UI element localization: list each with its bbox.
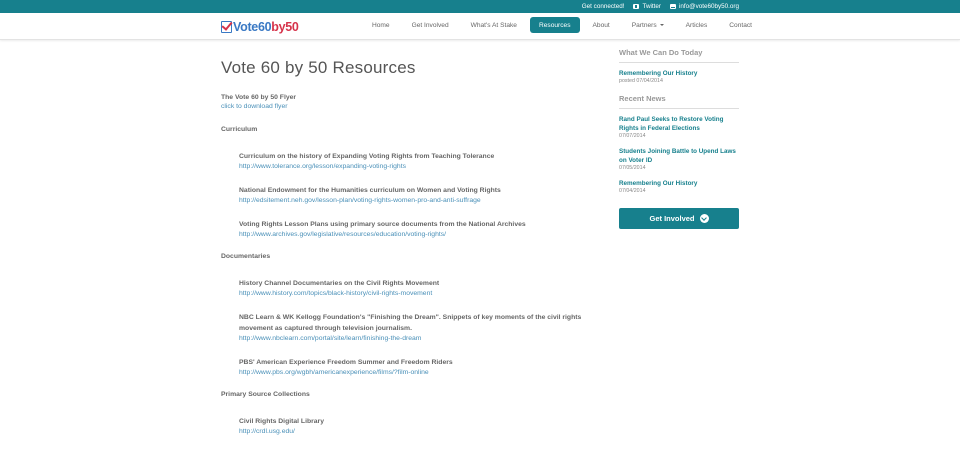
twitter-link[interactable] bbox=[633, 3, 661, 10]
nav-item-home[interactable]: Home bbox=[372, 21, 390, 29]
resource-group-curriculum bbox=[221, 126, 601, 238]
resource-link[interactable]: http://www.nbclearn.com/portal/site/learn/finishing-the-dream bbox=[239, 335, 422, 342]
resource-title: Curriculum on the history of Expanding Voting Rights from Teaching Tolerance bbox=[239, 153, 495, 160]
page-title: Vote 60 by 50 Resources bbox=[221, 58, 416, 77]
email-label: info@vote60by50.org bbox=[679, 3, 739, 10]
main-navbar bbox=[0, 13, 960, 40]
resource-title: NBC Learn & WK Kellogg Foundation's "Finishing the Dream". Snippets of key moments of the civil rights movement as captured through television journalism. bbox=[239, 314, 582, 332]
resource-entry bbox=[239, 219, 601, 238]
sidebar-post-date: 07/07/2014 bbox=[619, 133, 646, 139]
chevron-down-circle-icon bbox=[700, 214, 709, 223]
get-involved-button[interactable] bbox=[619, 208, 739, 229]
sidebar-section-what-we-can-do bbox=[619, 48, 739, 84]
nav-item-partners-label: Partners bbox=[631, 21, 657, 29]
nav-item-resources[interactable]: Resources bbox=[530, 17, 580, 33]
sidebar-post bbox=[619, 69, 739, 84]
sidebar-post-link[interactable]: Students Joining Battle to Upend Laws on Voter ID bbox=[619, 148, 736, 164]
nav-item-contact[interactable]: Contact bbox=[729, 21, 753, 29]
resource-entry bbox=[239, 151, 601, 170]
caret-down-icon bbox=[660, 24, 664, 26]
nav-item-articles[interactable]: Articles bbox=[685, 21, 708, 29]
sidebar bbox=[619, 48, 739, 229]
nav-item-get-involved[interactable]: Get Involved bbox=[411, 21, 449, 29]
resource-title: Civil Rights Digital Library bbox=[239, 418, 324, 425]
resource-link[interactable]: http://edsitement.neh.gov/lesson-plan/voting-rights-women-pro-and-anti-suffrage bbox=[239, 197, 481, 204]
sidebar-post bbox=[619, 115, 739, 139]
sidebar-post-date: 07/05/2014 bbox=[619, 165, 646, 171]
group-heading: Documentaries bbox=[221, 253, 271, 260]
top-bar bbox=[0, 0, 960, 13]
sidebar-post-link[interactable]: Remembering Our History bbox=[619, 70, 698, 77]
resource-title: PBS' American Experience Freedom Summer and Freedom Riders bbox=[239, 359, 453, 366]
nav-item-about[interactable]: About bbox=[592, 21, 610, 29]
resource-link[interactable]: http://www.tolerance.org/lesson/expanding-voting-rights bbox=[239, 163, 406, 170]
resource-entry bbox=[239, 185, 601, 204]
nav-item-whats-at-stake[interactable]: What's At Stake bbox=[470, 21, 517, 29]
get-connected-label: Get connected! bbox=[581, 3, 625, 10]
sidebar-post-date: 07/04/2014 bbox=[619, 188, 646, 194]
resource-link[interactable]: http://www.history.com/topics/black-history/civil-rights-movement bbox=[239, 290, 433, 297]
mail-icon bbox=[670, 4, 676, 9]
sidebar-post-date: posted 07/04/2014 bbox=[619, 78, 663, 84]
resource-link[interactable]: http://www.archives.gov/legislative/resources/education/voting-rights/ bbox=[239, 231, 447, 238]
resource-entry bbox=[239, 416, 601, 435]
main-content bbox=[221, 58, 601, 450]
group-heading: Curriculum bbox=[221, 126, 258, 133]
resource-entry bbox=[239, 278, 601, 297]
sidebar-section-recent-news bbox=[619, 94, 739, 194]
resource-title: History Channel Documentaries on the Civil Rights Movement bbox=[239, 280, 440, 287]
logo-text-part1: Vote60 bbox=[233, 19, 272, 34]
flyer-section bbox=[221, 94, 601, 110]
resource-entry bbox=[239, 357, 601, 376]
resource-link[interactable]: http://www.pbs.org/wgbh/americanexperience/films/?film-online bbox=[239, 369, 429, 376]
email-link[interactable] bbox=[670, 3, 739, 10]
sidebar-heading: What We Can Do Today bbox=[619, 48, 739, 63]
sidebar-post bbox=[619, 147, 739, 171]
resource-title: Voting Rights Lesson Plans using primary source documents from the National Archives bbox=[239, 221, 526, 228]
twitter-label: Twitter bbox=[642, 3, 662, 10]
sidebar-heading: Recent News bbox=[619, 94, 739, 109]
nav-item-partners[interactable] bbox=[623, 17, 673, 33]
flyer-heading: The Vote 60 by 50 Flyer bbox=[221, 94, 297, 101]
sidebar-post-link[interactable]: Rand Paul Seeks to Restore Voting Rights in Federal Elections bbox=[619, 116, 724, 132]
resource-group-documentaries bbox=[221, 253, 601, 376]
get-involved-label: Get Involved bbox=[649, 214, 695, 223]
resource-group-primary-sources bbox=[221, 391, 601, 435]
sidebar-post bbox=[619, 179, 739, 194]
twitter-icon bbox=[633, 4, 639, 9]
resource-title: National Endowment for the Humanities curriculum on Women and Voting Rights bbox=[239, 187, 501, 194]
site-logo[interactable] bbox=[221, 18, 299, 35]
logo-text-part2: by50 bbox=[271, 19, 299, 34]
checkbox-logo-icon bbox=[221, 21, 232, 33]
download-flyer-link[interactable]: click to download flyer bbox=[221, 103, 288, 110]
resource-link[interactable]: http://crdl.usg.edu/ bbox=[239, 428, 295, 435]
resource-entry bbox=[239, 312, 601, 342]
group-heading: Primary Source Collections bbox=[221, 391, 310, 398]
nav-menu bbox=[363, 17, 765, 36]
sidebar-post-link[interactable]: Remembering Our History bbox=[619, 180, 698, 187]
